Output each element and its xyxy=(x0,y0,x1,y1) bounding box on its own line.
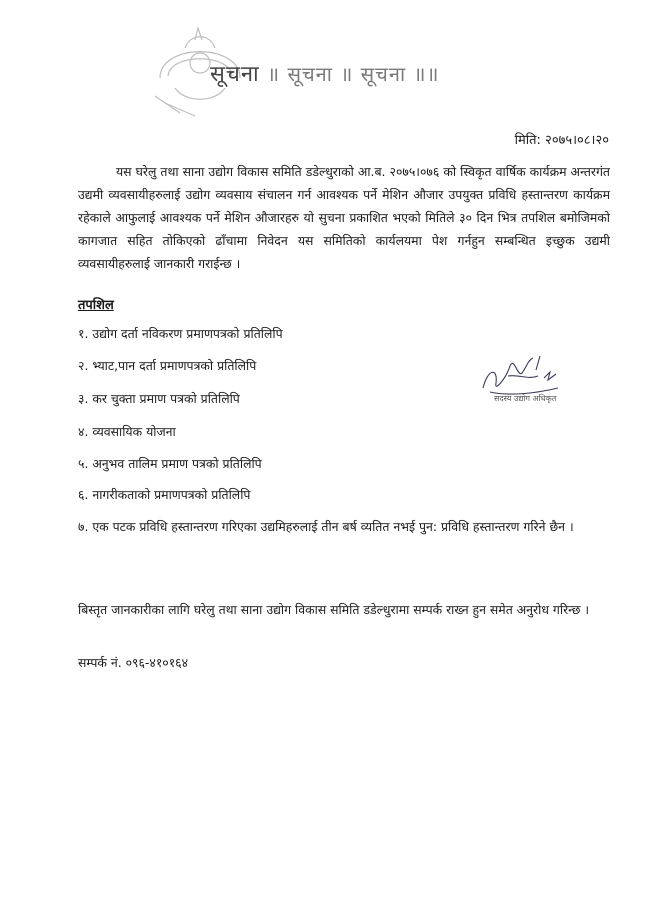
closing-paragraph: बिस्तृत जानकारीका लागि घरेलु तथा साना उद्योग विकास समिति डडेल्धुरामा सम्पर्क राख्न हुन समेत अनुरोध गरिन्छ । xyxy=(78,602,590,617)
section-heading-details: तपशिल xyxy=(78,298,114,313)
headline-first-word: सूचना xyxy=(210,62,260,87)
list-item: ६. नागरीकताको प्रमाणपत्रको प्रतिलिपि xyxy=(78,487,251,502)
notice-date: मिति: २०७५।०८।२० xyxy=(514,133,609,148)
list-item: २. भ्याट,पान दर्ता प्रमाणपत्रको प्रतिलिपि xyxy=(78,358,257,373)
signature-designation: सदस्य उद्योग अधिकृत xyxy=(494,394,557,403)
headline-repeat: ॥ सूचना ॥ सूचना ॥॥ xyxy=(267,62,440,86)
contact-number: सम्पर्क नं. ०९६-४१०१६४ xyxy=(78,655,189,670)
list-item: ५. अनुभव तालिम प्रमाण पत्रको प्रतिलिपि xyxy=(78,456,262,471)
notice-headline xyxy=(210,58,439,88)
list-item: ३. कर चुक्ता प्रमाण पत्रको प्रतिलिपि xyxy=(78,391,240,406)
list-item: ४. व्यवसायिक योजना xyxy=(78,424,176,439)
list-item: ७. एक पटक प्रविधि हस्तान्तरण गरिएका उद्यमिहरुलाई तीन बर्ष व्यतित नभई पुन: प्रविधि हस्तान्तरण गरिने छैन । xyxy=(78,519,574,534)
notice-body-paragraph: यस घरेलु तथा साना उद्योग विकास समिति डडेल्धुराको आ.ब. २०७५।०७६ को स्विकृत वार्षिक कार्यक्रम अन्तरगंत उद्यमी व्यवसायीहरुलाई उद्योग व्यवसाय संचालन गर्न आवश्यक पर्ने मेशिन औजार उपयुक्त प्रविधि हस्तान्तरण कार्यक्रम रहेकाले आफुलाई आवश्यक पर्ने मेशिन औजारहरु यो सुचना प्रकाशित भएको मितिले ३० दिन भित्र तपशिल बमोजिमको कागजात सहित तोकिएको ढाँचामा निवेदन यस समितिको कार्यलयमा पेश गर्नहुन सम्बन्धित इच्छुक उद्यमी व्यवसायीहरुलाई जानकारी गराईन्छ । xyxy=(78,164,610,271)
list-item: १. उद्योग दर्ता नविकरण प्रमाणपत्रको प्रतिलिपि xyxy=(78,326,283,341)
